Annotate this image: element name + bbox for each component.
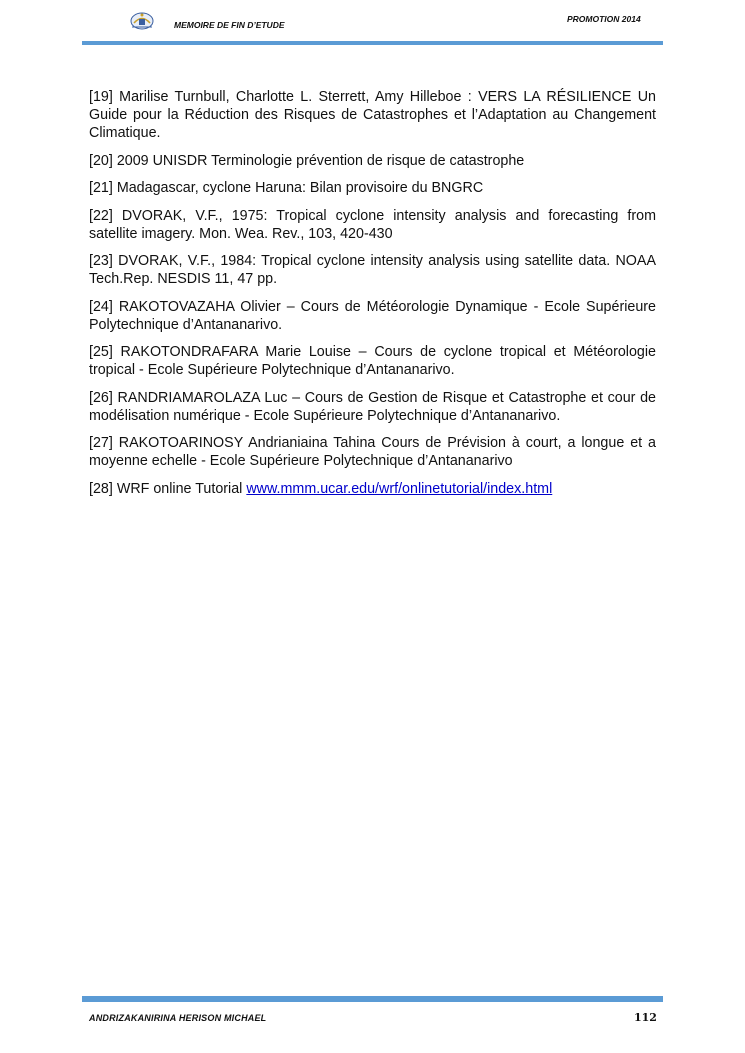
- footer-author: ANDRIZAKANIRINA HERISON MICHAEL: [89, 1013, 267, 1023]
- reference-19: [19] Marilise Turnbull, Charlotte L. Sterrett, Amy Hilleboe : VERS LA RÉSILIENCE Un Guide pour la Réduction des Risques de Catastrophes et l’Adaptation au Changement Climatique.: [89, 89, 656, 141]
- reference-list: [89, 88, 656, 507]
- reference-20: [20] 2009 UNISDR Terminologie prévention de risque de catastrophe: [89, 152, 525, 169]
- wrf-tutorial-link[interactable]: www.mmm.ucar.edu/wrf/onlinetutorial/index.html: [246, 480, 553, 497]
- reference-23: [23] DVORAK, V.F., 1984: Tropical cyclone intensity analysis using satellite data. NOAA Tech.Rep. NESDIS 11, 47 pp.: [89, 253, 656, 287]
- header-title: MEMOIRE DE FIN D’ETUDE: [174, 20, 285, 30]
- reference-27: [27] RAKOTOARINOSY Andrianiaina Tahina Cours de Prévision à court, a longue et a moyenne echelle - Ecole Supérieure Polytechnique d’Antananarivo: [89, 435, 656, 469]
- footer-divider: [82, 996, 663, 1002]
- reference-21: [21] Madagascar, cyclone Haruna: Bilan provisoire du BNGRC: [89, 180, 484, 196]
- header-promotion: PROMOTION 2014: [567, 14, 641, 24]
- reference-28: [89, 480, 656, 498]
- reference-22: [22] DVORAK, V.F., 1975: Tropical cyclone intensity analysis and forecasting from satellite imagery. Mon. Wea. Rev., 103, 420-430: [89, 207, 656, 242]
- page-number: 112: [634, 1011, 657, 1024]
- reference-24: [24] RAKOTOVAZAHA Olivier – Cours de Météorologie Dynamique - Ecole Supérieure Polytechnique d’Antananarivo.: [89, 298, 656, 333]
- reference-26: [26] RANDRIAMAROLAZA Luc – Cours de Gestion de Risque et Catastrophe et cour de modélisation numérique - Ecole Supérieure Polytechnique d’Antananarivo.: [89, 389, 656, 424]
- reference-25: [25] RAKOTONDRAFARA Marie Louise – Cours de cyclone tropical et Météorologie tropical - Ecole Supérieure Polytechnique d’Antananarivo.: [89, 344, 656, 378]
- school-emblem-icon: [128, 10, 156, 32]
- reference-28-text: [28] WRF online Tutorial: [89, 480, 247, 497]
- header-divider: [82, 41, 663, 45]
